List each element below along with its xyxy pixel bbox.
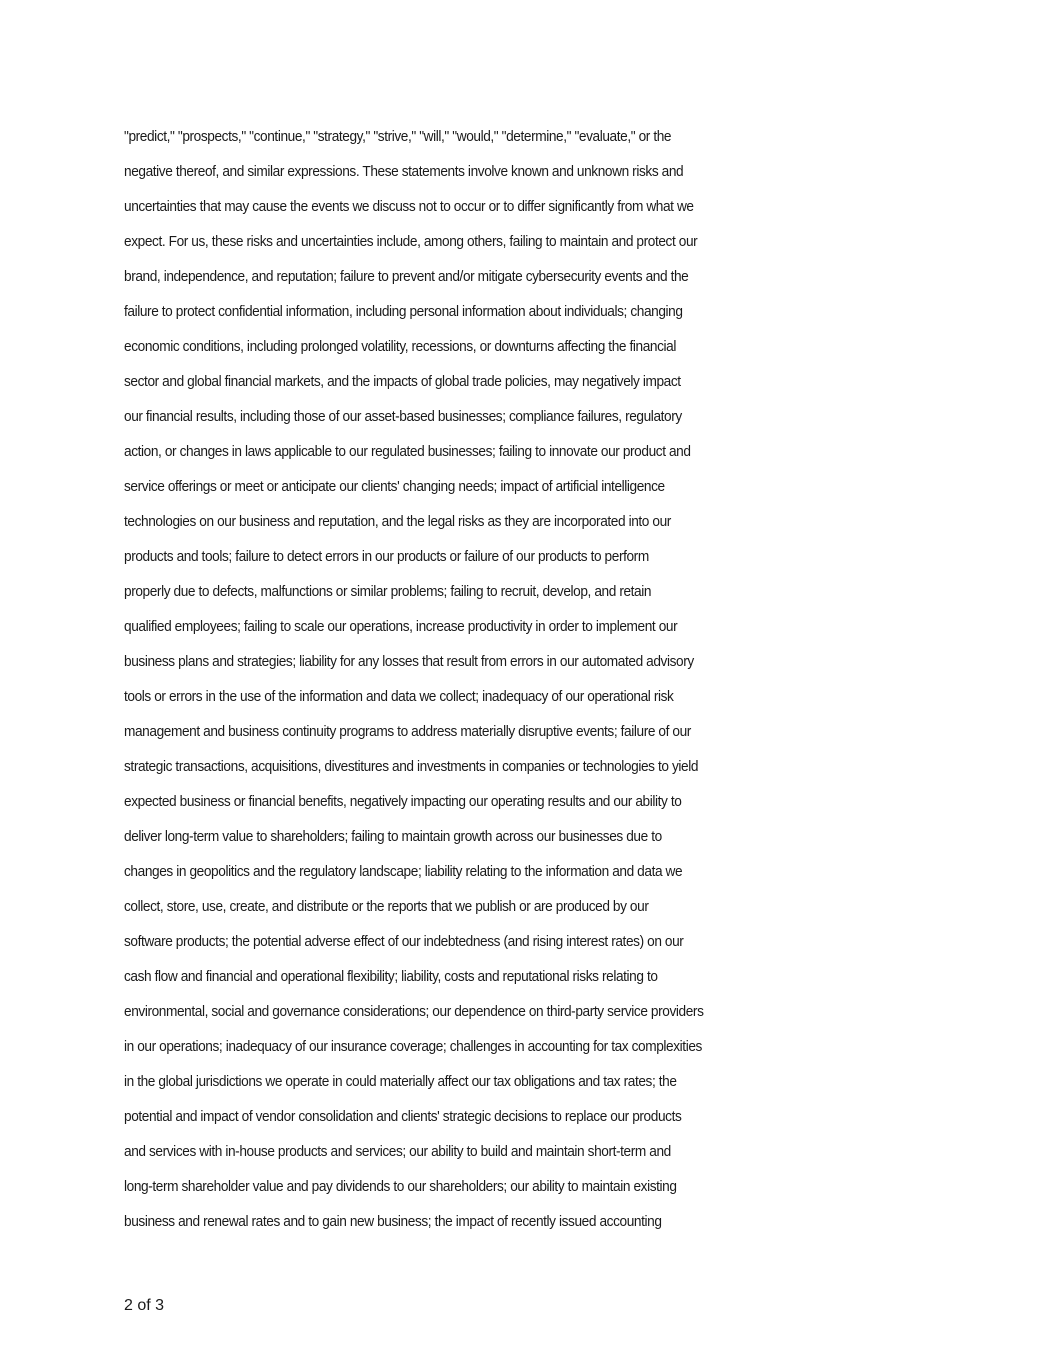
text-line: management and business continuity programs to address materially disruptive events; failure of our xyxy=(124,723,691,740)
text-line: environmental, social and governance considerations; our dependence on third-party service providers xyxy=(124,1003,704,1020)
text-line: in the global jurisdictions we operate in could materially affect our tax obligations and tax rates; the xyxy=(124,1073,677,1090)
text-line: action, or changes in laws applicable to our regulated businesses; failing to innovate our product and xyxy=(124,443,691,460)
text-line: potential and impact of vendor consolidation and clients' strategic decisions to replace our products xyxy=(124,1108,682,1125)
text-line: expect. For us, these risks and uncertainties include, among others, failing to maintain and protect our xyxy=(124,233,698,250)
text-line: changes in geopolitics and the regulatory landscape; liability relating to the information and data we xyxy=(124,863,683,880)
text-line: tools or errors in the use of the information and data we collect; inadequacy of our operational risk xyxy=(124,688,674,705)
text-line: brand, independence, and reputation; failure to prevent and/or mitigate cybersecurity events and the xyxy=(124,268,689,285)
text-line: deliver long-term value to shareholders; failing to maintain growth across our businesses due to xyxy=(124,828,662,845)
text-line: collect, store, use, create, and distribute or the reports that we publish or are produced by our xyxy=(124,898,649,915)
text-line: negative thereof, and similar expressions. These statements involve known and unknown risks and xyxy=(124,163,684,180)
text-line: sector and global financial markets, and the impacts of global trade policies, may negatively impact xyxy=(124,373,681,390)
text-line: and services with in-house products and services; our ability to build and maintain short-term and xyxy=(124,1143,671,1160)
text-line: uncertainties that may cause the events we discuss not to occur or to differ significantly from what we xyxy=(124,198,694,215)
text-line: long-term shareholder value and pay dividends to our shareholders; our ability to maintain existing xyxy=(124,1178,677,1195)
text-line: failure to protect confidential information, including personal information about individuals; changing xyxy=(124,303,683,320)
text-line: software products; the potential adverse effect of our indebtedness (and rising interest rates) on our xyxy=(124,933,684,950)
page-number: 2 of 3 xyxy=(124,1297,165,1314)
text-line: our financial results, including those of our asset-based businesses; compliance failures, regulatory xyxy=(124,408,682,425)
text-line: products and tools; failure to detect errors in our products or failure of our products to perform xyxy=(124,548,649,565)
text-line: "predict," "prospects," "continue," "strategy," "strive," "will," "would," "determine," "evaluate," or the xyxy=(124,128,672,145)
text-line: business plans and strategies; liability for any losses that result from errors in our automated advisory xyxy=(124,653,694,670)
text-line: strategic transactions, acquisitions, divestitures and investments in companies or technologies to yield xyxy=(124,758,699,775)
text-line: economic conditions, including prolonged volatility, recessions, or downturns affecting the financial xyxy=(124,338,677,355)
text-line: service offerings or meet or anticipate our clients' changing needs; impact of artificial intelligence xyxy=(124,478,665,495)
text-line: qualified employees; failing to scale our operations, increase productivity in order to implement our xyxy=(124,618,678,635)
text-line: cash flow and financial and operational flexibility; liability, costs and reputational risks relating to xyxy=(124,968,658,985)
text-line: properly due to defects, malfunctions or similar problems; failing to recruit, develop, and retain xyxy=(124,583,652,600)
text-line: technologies on our business and reputation, and the legal risks as they are incorporated into our xyxy=(124,513,671,530)
body-paragraph xyxy=(124,122,844,1242)
text-line: expected business or financial benefits, negatively impacting our operating results and our ability to xyxy=(124,793,682,810)
text-line: business and renewal rates and to gain new business; the impact of recently issued accounting xyxy=(124,1213,662,1230)
text-line: in our operations; inadequacy of our insurance coverage; challenges in accounting for tax complexities xyxy=(124,1038,702,1055)
